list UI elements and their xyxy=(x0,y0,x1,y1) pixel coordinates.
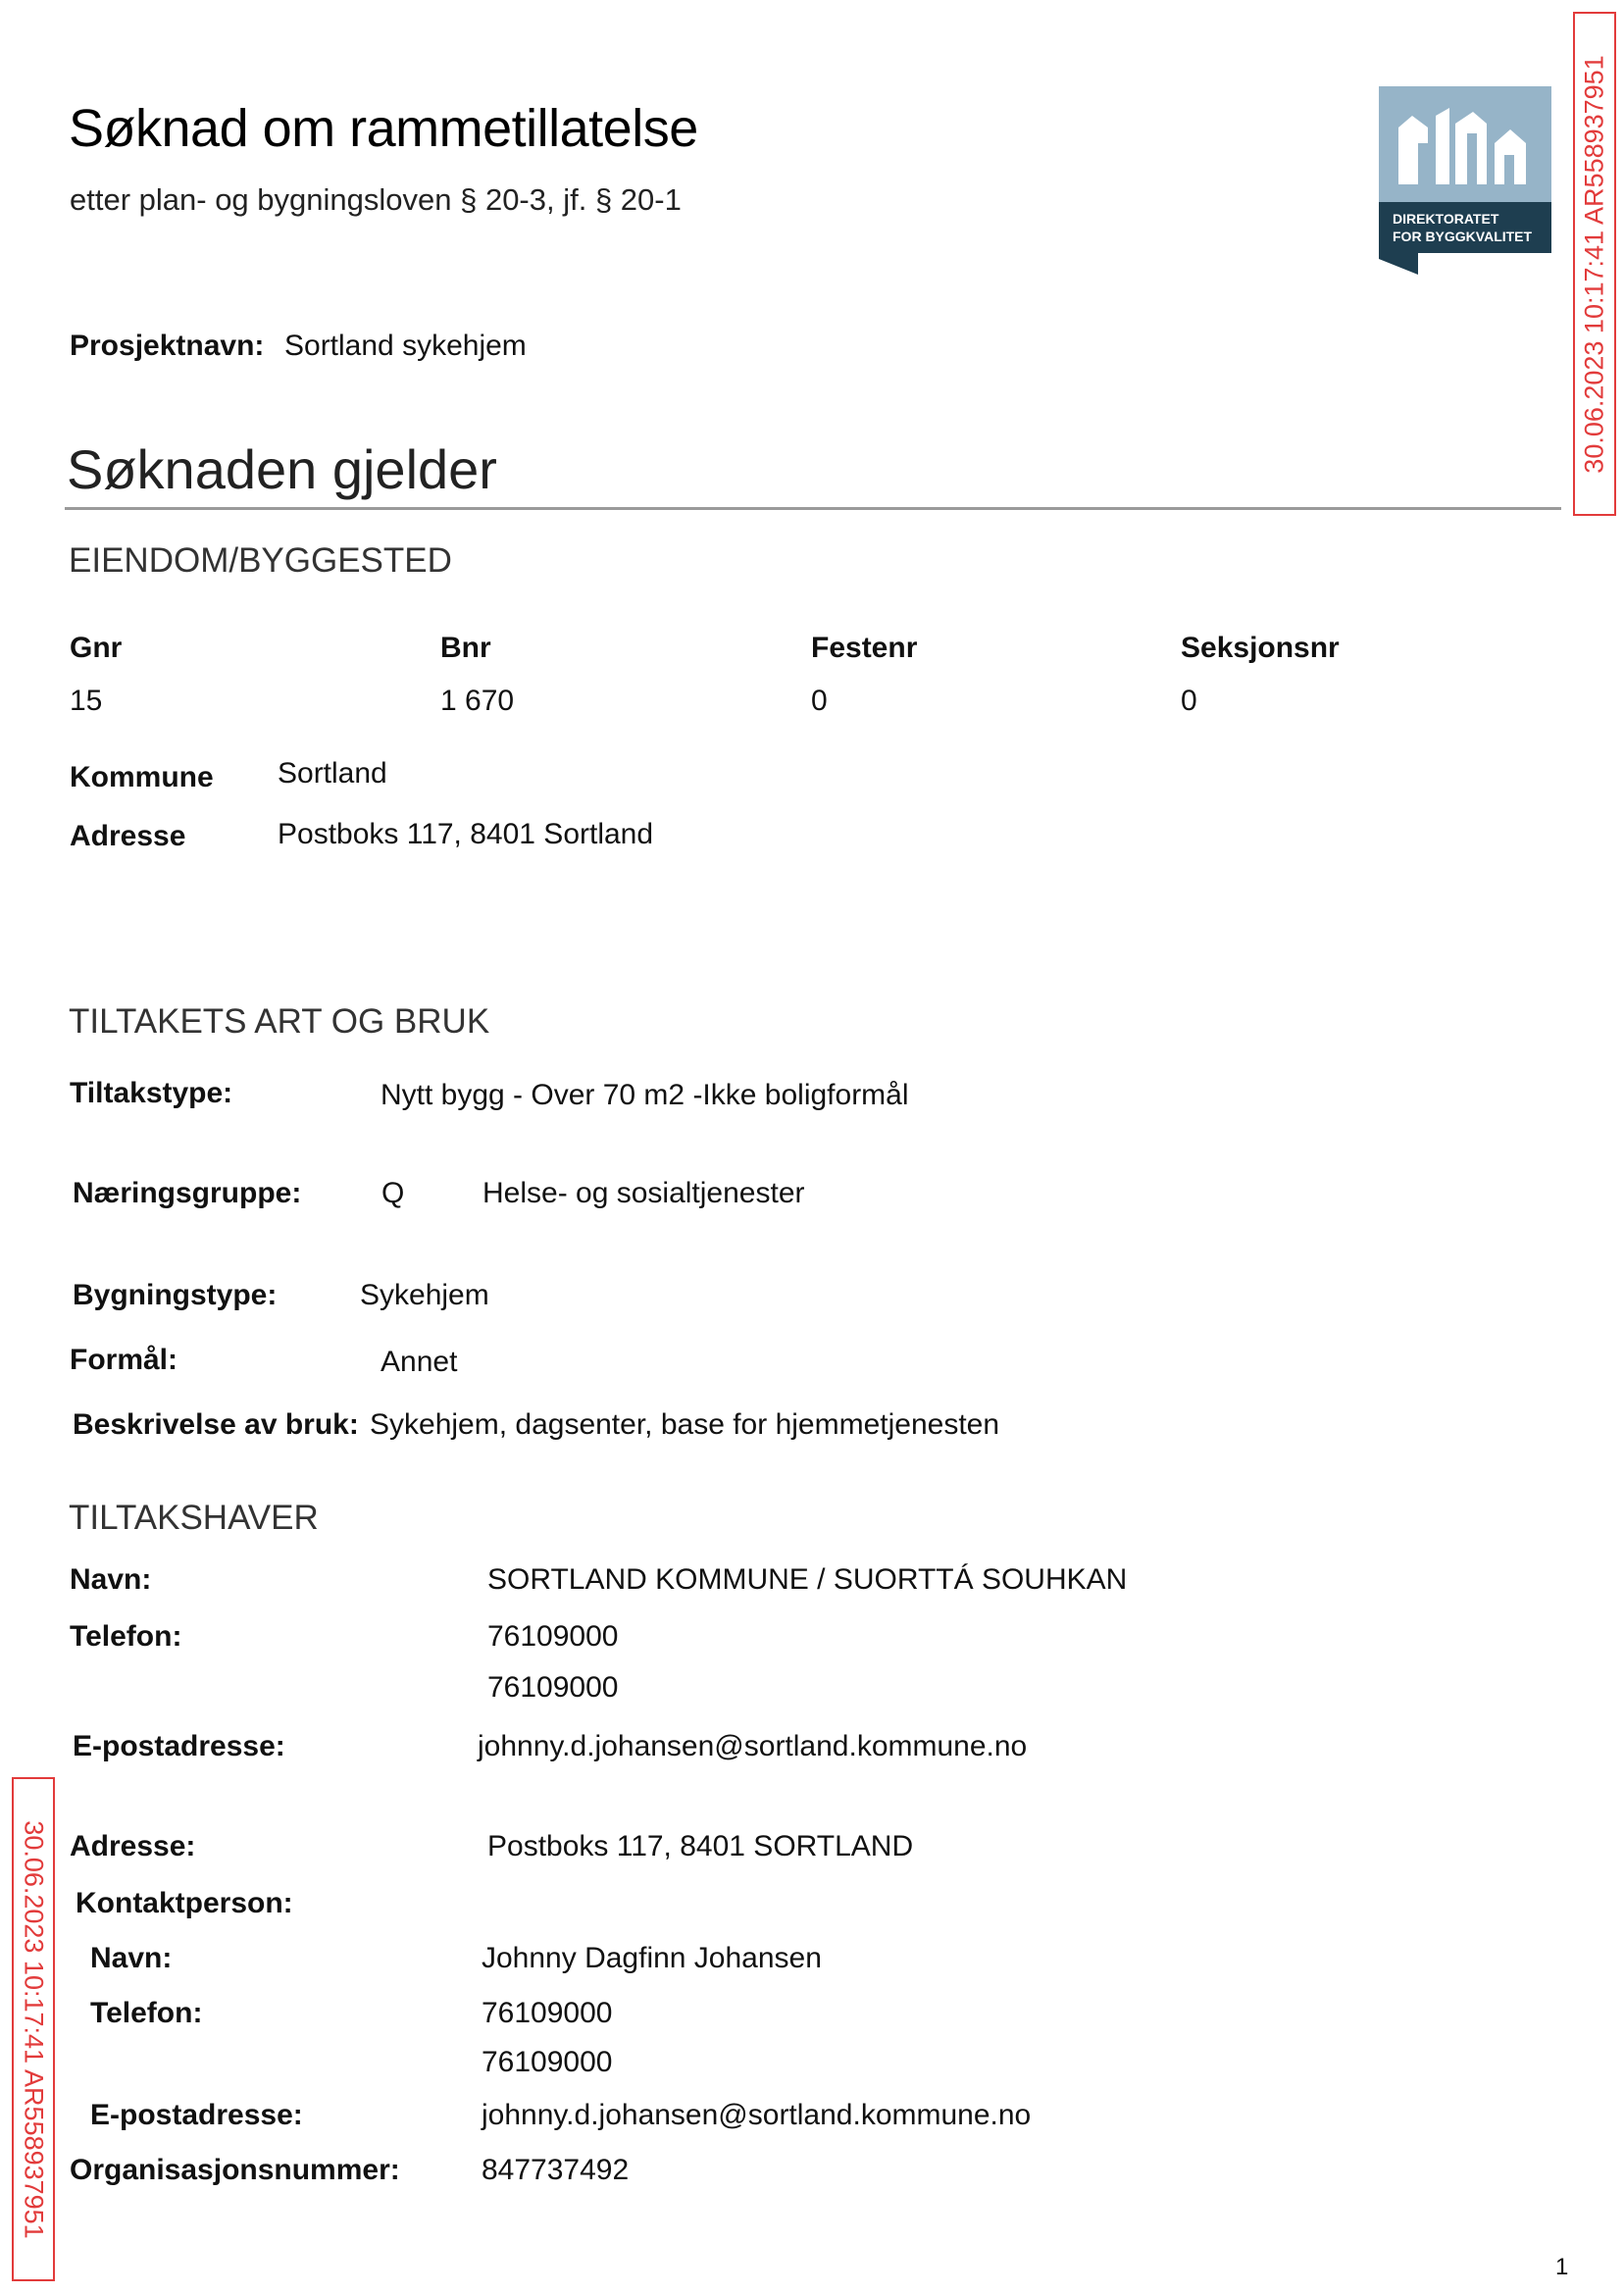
timestamp-stamp-top xyxy=(1573,12,1616,516)
tiltakshaver-telefon-value-2: 76109000 xyxy=(487,1671,619,1704)
organisasjonsnummer-label: Organisasjonsnummer: xyxy=(70,2154,400,2186)
kommune-value: Sortland xyxy=(278,757,387,790)
dibk-logo-icon xyxy=(1379,86,1551,275)
timestamp-stamp-left xyxy=(12,1777,55,2281)
naeringsgruppe-label: Næringsgruppe: xyxy=(73,1177,302,1209)
beskrivelse-label: Beskrivelse av bruk: xyxy=(73,1408,359,1441)
festenr-label: Festenr xyxy=(811,632,918,664)
tiltakshaver-adresse-value: Postboks 117, 8401 SORTLAND xyxy=(487,1830,914,1862)
kontaktperson-epost-label: E-postadresse: xyxy=(90,2099,303,2131)
kommune-label: Kommune xyxy=(70,761,214,793)
beskrivelse-value: Sykehjem, dagsenter, base for hjemmetjenesten xyxy=(370,1408,1000,1441)
seksjonsnr-value: 0 xyxy=(1181,685,1197,717)
naeringsgruppe-value: Helse- og sosialtjenester xyxy=(482,1177,805,1209)
project-name-value: Sortland sykehjem xyxy=(284,330,527,362)
bygningstype-label: Bygningstype: xyxy=(73,1279,278,1311)
page-number: 1 xyxy=(1555,2254,1569,2280)
seksjonsnr-label: Seksjonsnr xyxy=(1181,632,1340,664)
kontaktperson-navn-label: Navn: xyxy=(90,1942,173,1974)
eiendom-heading: EIENDOM/BYGGESTED xyxy=(69,541,452,580)
stamp-text-left: 30.06.2023 10:17:41 AR558937951 xyxy=(19,1819,49,2239)
tiltakstype-label: Tiltakstype: xyxy=(70,1077,233,1109)
bnr-label: Bnr xyxy=(440,632,491,664)
kontaktperson-epost-value: johnny.d.johansen@sortland.kommune.no xyxy=(482,2099,1032,2131)
section-divider xyxy=(65,507,1561,510)
naeringsgruppe-code: Q xyxy=(381,1177,405,1209)
tiltakshaver-epost-label: E-postadresse: xyxy=(73,1730,285,1762)
page-title: Søknad om rammetillatelse xyxy=(69,99,698,158)
adresse-label: Adresse xyxy=(70,820,186,852)
tiltakstype-value: Nytt bygg - Over 70 m2 -Ikke boligformål xyxy=(381,1079,909,1111)
kontaktperson-telefon-label: Telefon: xyxy=(90,1997,203,2029)
adresse-value: Postboks 117, 8401 Sortland xyxy=(278,818,654,850)
bygningstype-value: Sykehjem xyxy=(360,1279,489,1311)
logo-line-2: FOR BYGGKVALITET xyxy=(1393,229,1533,244)
tiltak-heading: TILTAKETS ART OG BRUK xyxy=(69,1002,490,1041)
bnr-value: 1 670 xyxy=(440,685,515,717)
dibk-logo xyxy=(1379,86,1551,280)
tiltakshaver-telefon-value-1: 76109000 xyxy=(487,1620,619,1653)
tiltakshaver-epost-value: johnny.d.johansen@sortland.kommune.no xyxy=(478,1730,1028,1762)
section-heading: Søknaden gjelder xyxy=(67,438,497,500)
stamp-text-top: 30.06.2023 10:17:41 AR558937951 xyxy=(1579,54,1609,474)
tiltakshaver-navn-label: Navn: xyxy=(70,1563,152,1596)
kontaktperson-telefon-value-2: 76109000 xyxy=(482,2046,613,2078)
tiltakshaver-heading: TILTAKSHAVER xyxy=(69,1499,319,1537)
formal-label: Formål: xyxy=(70,1344,178,1376)
kontaktperson-label: Kontaktperson: xyxy=(76,1887,293,1919)
kontaktperson-telefon-value-1: 76109000 xyxy=(482,1997,613,2029)
organisasjonsnummer-value: 847737492 xyxy=(482,2154,630,2186)
kontaktperson-navn-value: Johnny Dagfinn Johansen xyxy=(482,1942,822,1974)
gnr-label: Gnr xyxy=(70,632,123,664)
logo-line-1: DIREKTORATET xyxy=(1393,211,1499,227)
formal-value: Annet xyxy=(381,1346,458,1378)
tiltakshaver-adresse-label: Adresse: xyxy=(70,1830,196,1862)
gnr-value: 15 xyxy=(70,685,103,717)
festenr-value: 0 xyxy=(811,685,828,717)
project-name-label: Prosjektnavn: xyxy=(70,330,265,362)
page-subtitle: etter plan- og bygningsloven § 20-3, jf. § 20-1 xyxy=(70,182,682,217)
tiltakshaver-navn-value: SORTLAND KOMMUNE / SUORTTÁ SOUHKAN xyxy=(487,1563,1128,1596)
tiltakshaver-telefon-label: Telefon: xyxy=(70,1620,182,1653)
